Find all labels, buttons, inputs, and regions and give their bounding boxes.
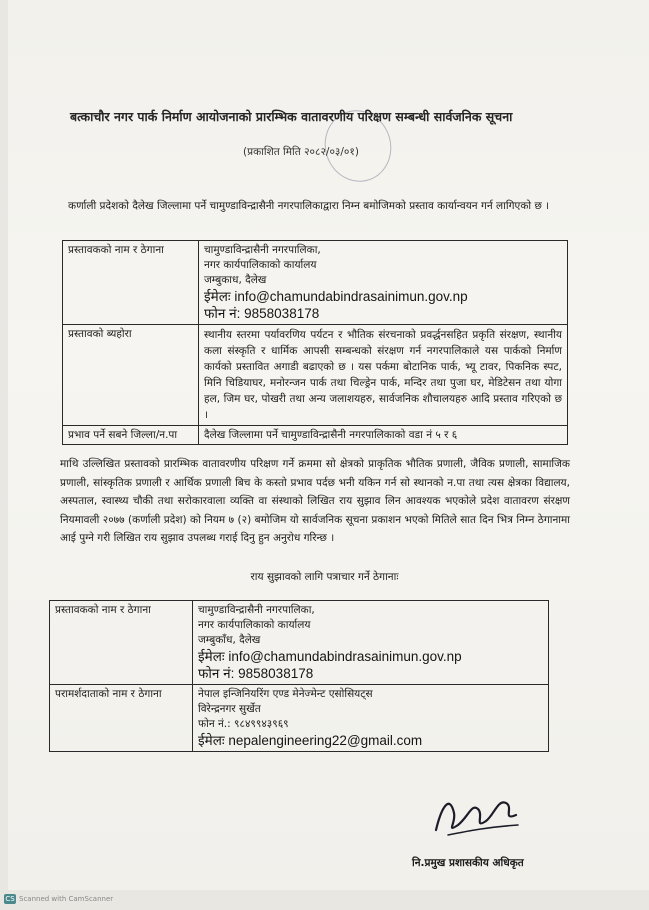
proposal-description: स्थानीय स्तरमा पर्यावरणिय पर्यटन र भौतिक संरचनाको प्रवर्द्धनसहित प्रकृति संरक्षण, स्थानीय कला संस्कृति र धार्मिक आपसी सम्बन्धको संरक्षण गर्न नगरपालिकाले यस पार्कको निर्माण कार्यको प्रस्तावित अगाडी बढाएको छ । यस पर्कमा बोटानिक पार्क, भ्यू टावर, पिकनिक स्पट, मिनि चिडियाघर, मनोरन्जन पार्क तथा चिल्ड्रेन पार्क, मन्दिर तथा पुजा घर, मेडिटेसन तथा योगा हल, जिम घर, पोखरी तथा अन्य जलाशयहरु, सार्वजनिक शौचालयहरु आदि प्रस्ताव गरिएको छ । — [199, 325, 568, 426]
email-line: ईमेलः info@chamundabindrasainimun.gov.np — [204, 289, 468, 304]
phone-line: फोन नं: 9858038178 — [198, 666, 314, 681]
address-line: विरेन्द्रनगर सुर्खेत — [198, 703, 261, 715]
camscanner-logo-icon: CS — [5, 895, 15, 903]
consultant-label: परामर्शदाताको नाम र ठेगाना — [50, 685, 193, 752]
intro-paragraph: कर्णाली प्रदेशको दैलेख जिल्लामा पर्ने चामुण्डाविन्द्रासैनी नगरपालिकाद्वारा निम्न बमोजिमको प्रस्ताव कार्यान्वयन गर्न लागिएको छ । — [68, 200, 550, 212]
table-row — [50, 685, 549, 752]
published-date: (प्रकाशित मिति २०८२/०३/०१) — [243, 146, 359, 158]
table-row — [63, 241, 568, 325]
body-paragraph: माथि उल्लिखित प्रस्तावको प्रारम्भिक वातावरणीय परिक्षण गर्ने क्रममा सो क्षेत्रको प्राकृतिक भौतिक प्रणाली, जैविक प्रणाली, सामाजिक प्रणाली, सांस्कृतिक प्रणाली र आर्थिक प्रणाली बिच के कस्तो प्रभाव पर्दछ भनी यकिन गर्न सो स्थानको न.पा तथा त्यस क्षेत्रका विद्यालय, अस्पताल, स्वास्थ्य चौकी तथा सरोकारवाला व्यक्ति वा संस्थाको लिखित राय सुझाव लिन आवश्यक भएकोले प्रदेश वातावरण संरक्षण नियमावली २०७७ (कर्णाली प्रदेश) को नियम ७ (२) बमोजिम यो सार्वजनिक सूचना प्रकाशन भएको मितिले सात दिन भित्र निम्न ठेगानामा आई पुग्ने गरी लिखित राय सुझाव उपलब्ध गराई दिनु हुन अनुरोध गरिन्छ । — [60, 458, 570, 544]
affected-area: दैलेख जिल्लामा पर्ने चामुण्डाविन्द्रासैनी नगरपालिकाको वडा नं ५ र ६ — [199, 426, 568, 445]
signer-title: नि.प्रमुख प्रशासकीय अधिकृत — [412, 857, 524, 869]
table-row — [50, 601, 549, 685]
address-line: चामुण्डाविन्द्रासैनी नगरपालिका, — [204, 244, 321, 256]
proposal-table — [62, 240, 568, 445]
address-line: नगर कार्यपालिकाको कार्यालय — [204, 259, 317, 271]
address-line: नगर कार्यपालिकाको कार्यालय — [198, 619, 311, 631]
scanner-text: Scanned with CamScanner — [19, 895, 114, 903]
signature-image — [428, 785, 528, 845]
phone-line: फोन नं: 9858038178 — [204, 306, 320, 321]
proposer-address — [193, 601, 549, 685]
address-line: नेपाल इन्जिनियरिंग एण्ड मेनेज्मेन्ट एसोसियट्स — [198, 688, 373, 700]
scanner-watermark — [4, 894, 113, 904]
proposer-label: प्रस्तावकको नाम र ठेगाना — [63, 241, 199, 325]
table-row — [63, 325, 568, 426]
notice-title: बत्काचौर नगर पार्क निर्माण आयोजनाको प्रारम्भिक वातावरणीय परिक्षण सम्बन्धी सार्वजनिक सूचना — [70, 109, 513, 124]
proposer-address — [199, 241, 568, 325]
email-line: ईमेलः nepalengineering22@gmail.com — [198, 733, 423, 748]
address-line: जम्बुकाध, दैलेख — [204, 274, 267, 286]
address-line: जम्बुकाँध, दैलेख — [198, 634, 261, 646]
proposer-label: प्रस्तावकको नाम र ठेगाना — [50, 601, 193, 685]
proposal-description-label: प्रस्तावको ब्यहोरा — [63, 325, 199, 426]
email-line: ईमेलः info@chamundabindrasainimun.gov.np — [198, 649, 462, 664]
correspondence-table — [49, 600, 549, 752]
consultant-address — [193, 685, 549, 752]
table-row — [63, 426, 568, 445]
address-line: चामुण्डाविन्द्रासैनी नगरपालिका, — [198, 604, 315, 616]
address-line: फोन नं.: ९८४९९४३९६९ — [198, 718, 289, 730]
address-heading: राय सुझावको लागि पत्राचार गर्ने ठेगानाः — [250, 571, 399, 583]
affected-area-label: प्रभाव पर्ने सबने जिल्ला/न.पा — [63, 426, 199, 445]
